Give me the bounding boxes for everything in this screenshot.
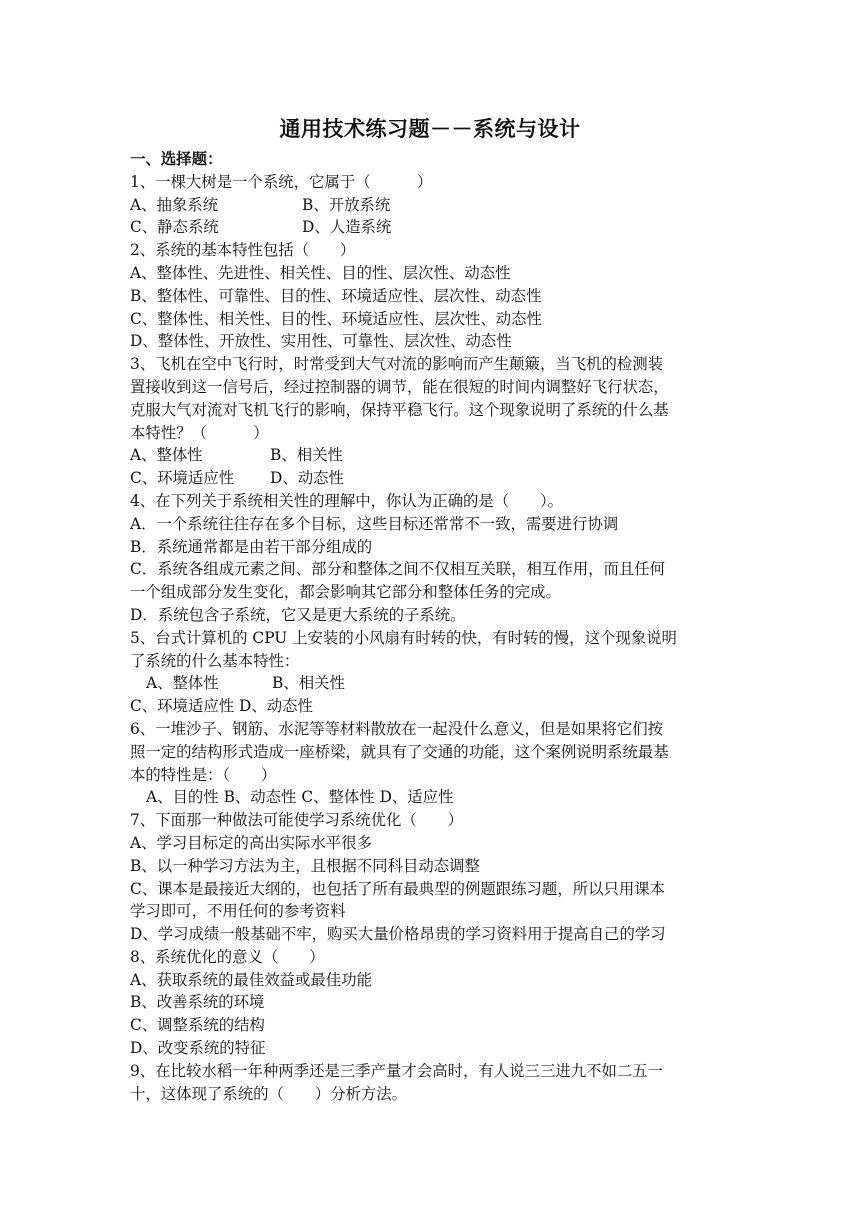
question-3-option-c: C、环境适应性	[130, 469, 235, 488]
question-5-option-a: A、整体性	[146, 674, 219, 693]
section-heading: 一、选择题：	[130, 150, 223, 168]
question-2-option-c: C、整体性、相关性、目的性、环境适应性、层次性、动态性	[130, 309, 542, 328]
question-3-stem-line-4: 本特性？（ ）	[130, 423, 269, 442]
question-7-option-c-line-1: C、课本是最接近大纲的，也包括了所有最典型的例题跟练习题，所以只用课本	[130, 879, 666, 898]
question-3-stem-line-1: 3、飞机在空中飞行时，时常受到大气对流的影响而产生颠簸，当飞机的检测装	[130, 355, 664, 374]
question-5-options-cd: C、环境适应性 D、动态性	[130, 697, 313, 716]
question-3-option-d: D、动态性	[270, 469, 344, 488]
question-3-options-cd	[130, 467, 740, 490]
question-1-option-c: C、静态系统	[130, 218, 219, 237]
question-6-stem-line-1: 6、一堆沙子、钢筋、水泥等等材料散放在一起没什么意义，但是如果将它们按	[130, 719, 664, 738]
question-8-option-c: C、调整系统的结构	[130, 1016, 265, 1035]
question-1-option-a: A、抽象系统	[130, 195, 219, 214]
question-1-options-cd	[130, 216, 740, 239]
question-7-option-b: B、以一种学习方法为主，且根据不同科目动态调整	[130, 856, 480, 875]
question-4-option-c-line-2: 一个组成部分发生变化，都会影响其它部分和整体任务的完成。	[130, 583, 561, 602]
question-4-stem: 4、在下列关于系统相关性的理解中，你认为正确的是（ ）。	[130, 491, 564, 510]
question-8-option-a: A、获取系统的最佳效益或最佳功能	[130, 970, 372, 989]
question-3-option-a: A、整体性	[130, 446, 203, 465]
question-7-option-a: A、学习目标定的高出实际水平很多	[130, 833, 372, 852]
question-7-option-d: D、学习成绩一般基础不牢，购买大量价格昂贵的学习资料用于提高自己的学习	[130, 925, 666, 944]
question-3-option-b: B、相关性	[270, 446, 343, 465]
question-8-option-b: B、改善系统的环境	[130, 993, 265, 1012]
question-2-option-d: D、整体性、开放性、实用性、可靠性、层次性、动态性	[130, 332, 512, 351]
question-6-options: A、目的性 B、动态性 C、整体性 D、适应性	[146, 788, 454, 807]
question-4-option-d: D．系统包含子系统，它又是更大系统的子系统。	[130, 605, 466, 624]
question-2-option-a: A、整体性、先进性、相关性、目的性、层次性、动态性	[130, 263, 511, 282]
question-3-stem-line-2: 置接收到这一信号后，经过控制器的调节，能在很短的时间内调整好飞行状态，	[130, 377, 669, 396]
question-7-stem: 7、下面那一种做法可能使学习系统优化（ ）	[130, 811, 463, 830]
question-4-option-c-line-1: C．系统各组成元素之间、部分和整体之间不仅相互关联，相互作用，而且任何	[130, 560, 666, 579]
question-1-options-ab	[130, 194, 740, 217]
question-9-stem-line-2: 十，这体现了系统的（ ）分析方法。	[130, 1084, 408, 1103]
question-5-stem-line-1: 5、台式计算机的 CPU 上安装的小风扇有时转的快，有时转的慢，这个现象说明	[130, 628, 677, 647]
question-5-stem-line-2: 了系统的什么基本特性：	[130, 651, 300, 670]
question-8-stem: 8、系统优化的意义（ ）	[130, 947, 325, 966]
question-7-option-c-line-2: 学习即可，不用任何的参考资料	[130, 902, 346, 921]
question-1-stem: 1、一棵大树是一个系统，它属于（ ）	[130, 172, 433, 191]
question-3-stem-line-3: 克服大气对流对飞机飞行的影响，保持平稳飞行。这个现象说明了系统的什么基	[130, 400, 669, 419]
question-6-stem-line-2: 照一定的结构形式造成一座桥梁，就具有了交通的功能，这个案例说明系统最基	[130, 742, 669, 761]
document-body	[130, 148, 740, 1105]
question-1-option-b: B、开放系统	[302, 195, 391, 214]
question-4-option-b: B．系统通常都是由若干部分组成的	[130, 537, 373, 556]
question-6-stem-line-3: 本的特性是：（ ）	[130, 765, 277, 784]
question-1-option-d: D、人造系统	[302, 218, 392, 237]
question-8-option-d: D、改变系统的特征	[130, 1039, 266, 1058]
question-4-option-a: A．一个系统往往存在多个目标，这些目标还常常不一致，需要进行协调	[130, 514, 619, 533]
question-2-option-b: B、整体性、可靠性、目的性、环境适应性、层次性、动态性	[130, 286, 542, 305]
question-5-option-b: B、相关性	[272, 674, 345, 693]
question-5-options-ab	[130, 672, 740, 695]
question-2-stem: 2、系统的基本特性包括（ ）	[130, 241, 356, 260]
document-title: 通用技术练习题－－系统与设计	[279, 116, 581, 141]
question-9-stem-line-1: 9、在比较水稻一年种两季还是三季产量才会高时，有人说三三进九不如二五一	[130, 1061, 664, 1080]
question-3-options-ab	[130, 444, 740, 467]
